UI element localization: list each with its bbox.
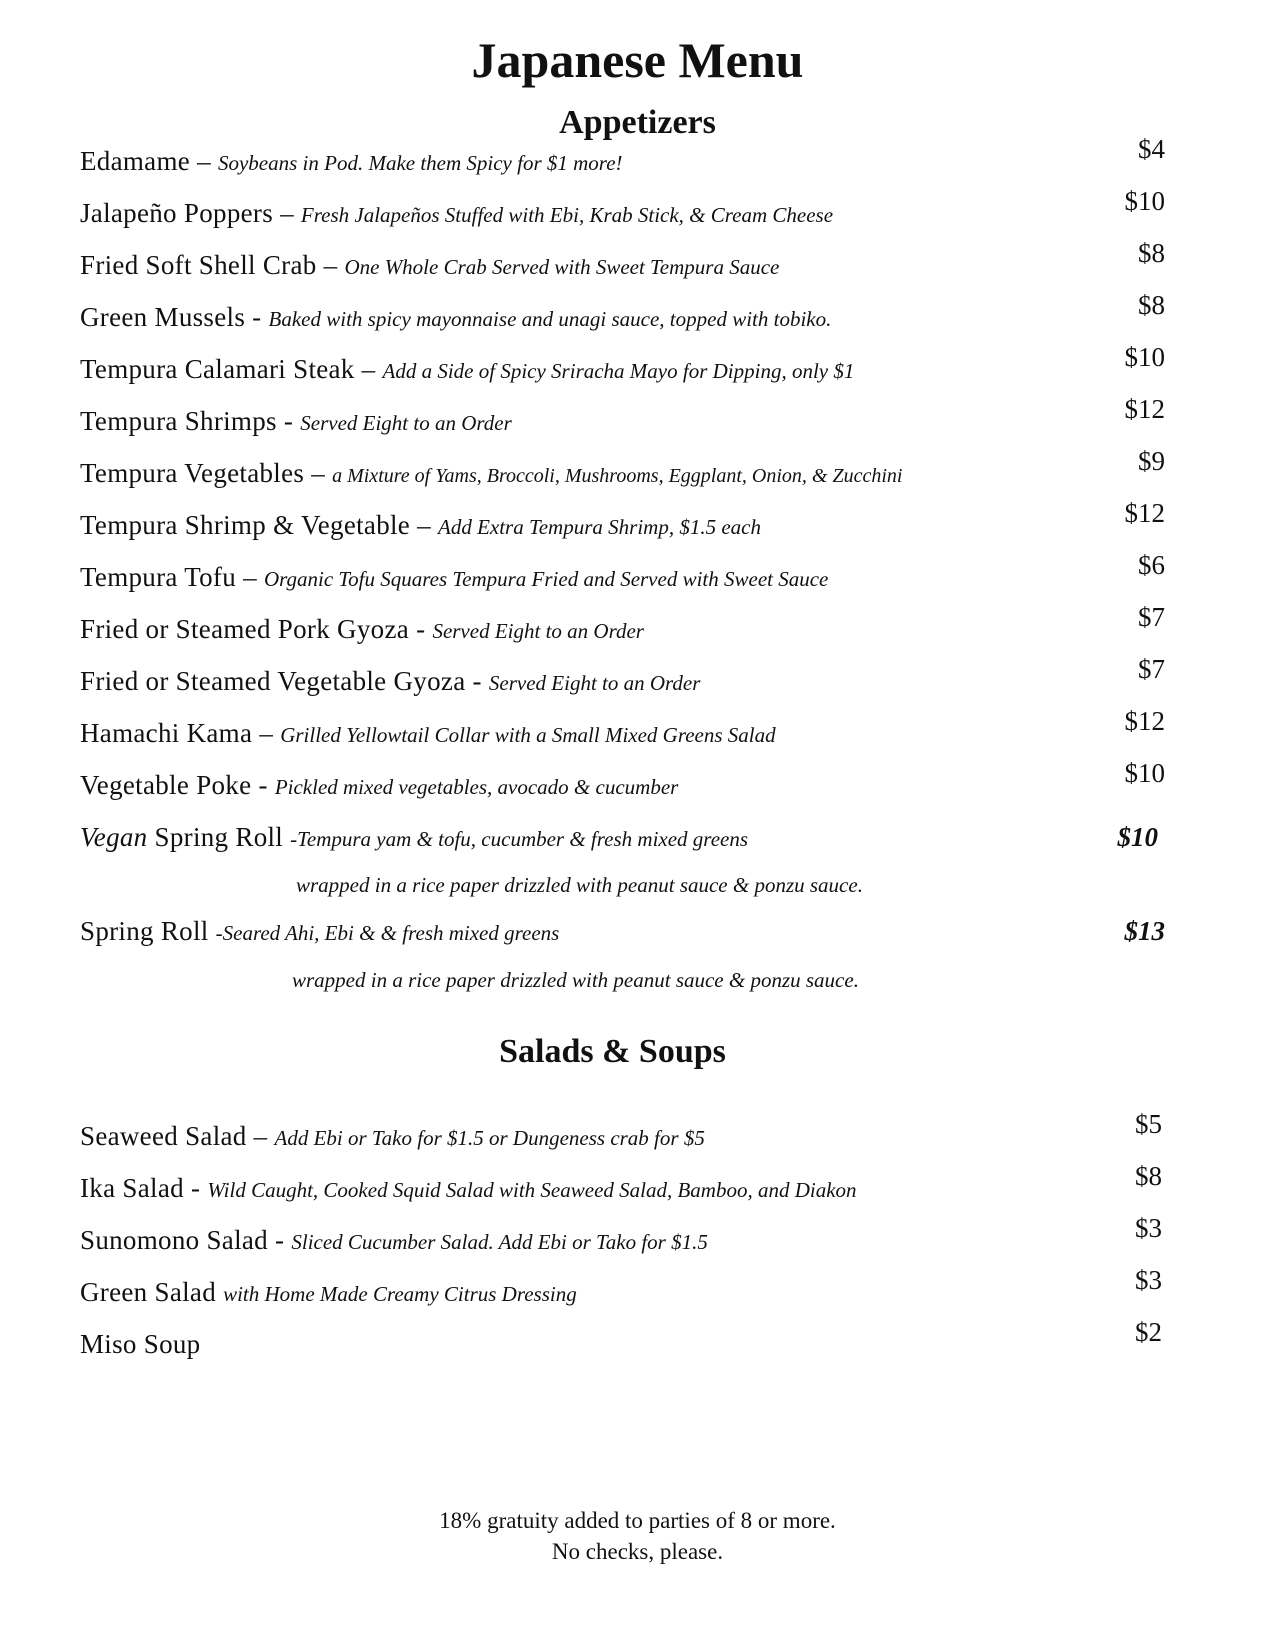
item-separator: - (276, 406, 301, 436)
item-name: Tempura Shrimp & Vegetable (80, 510, 411, 540)
item-name: Tempura Vegetables (80, 458, 305, 488)
menu-item-tempura-shrimp-vegetable (80, 498, 1180, 543)
item-description: Pickled mixed vegetables, avocado & cucumber (274, 775, 679, 799)
item-description: One Whole Crab Served with Sweet Tempura Sauce (344, 255, 780, 279)
menu-item-tempura-tofu (80, 550, 1180, 595)
item-separator: – (316, 250, 345, 280)
item-name: Ika Salad (80, 1173, 184, 1203)
menu-item-hamachi-kama (80, 706, 1180, 751)
menu-item-sunomono-salad (80, 1213, 1180, 1258)
item-price: $3 (1135, 1213, 1162, 1243)
item-name: Fried or Steamed Pork Gyoza (80, 614, 410, 644)
menu-item-tempura-shrimps (80, 394, 1180, 439)
item-price: $8 (1138, 238, 1165, 268)
item-separator: – (354, 354, 383, 384)
menu-item-tempura-vegetables (80, 446, 1180, 491)
footer-checks-note: No checks, please. (551, 1539, 724, 1564)
item-description: -Tempura yam & tofu, cucumber & fresh mixed greens (290, 827, 749, 851)
menu-item-green-salad (80, 1265, 1180, 1310)
page-title: Japanese Menu (471, 32, 804, 88)
menu-item-vegetable-gyoza (80, 654, 1180, 699)
menu-item-fried-soft-shell-crab (80, 238, 1180, 283)
menu-item-green-mussels (80, 290, 1180, 335)
item-name: Seaweed Salad (80, 1121, 247, 1151)
item-price: $10 (1117, 822, 1158, 852)
item-price: $10 (1124, 342, 1165, 372)
item-description: Wild Caught, Cooked Squid Salad with Seaweed Salad, Bamboo, and Diakon (207, 1178, 857, 1202)
item-description: Add a Side of Spicy Sriracha Mayo for Dipping, only $1 (382, 359, 855, 383)
menu-item-vegetable-poke (80, 758, 1180, 803)
menu-item-edamame (80, 134, 1180, 179)
item-separator: - (267, 1225, 292, 1255)
item-price: $7 (1138, 654, 1165, 684)
menu-item-pork-gyoza (80, 602, 1180, 647)
item-price: $12 (1124, 498, 1165, 528)
item-name: Fried or Steamed Vegetable Gyoza (80, 666, 466, 696)
item-description: Add Ebi or Tako for $1.5 or Dungeness crab for $5 (274, 1126, 705, 1150)
item-price: $8 (1138, 290, 1165, 320)
item-description: with Home Made Creamy Citrus Dressing (223, 1282, 577, 1306)
item-price: $10 (1124, 186, 1165, 216)
section-heading-appetizers: Appetizers (559, 104, 716, 141)
item-price: $7 (1138, 602, 1165, 632)
item-price: $5 (1135, 1109, 1162, 1139)
item-separator: – (410, 510, 438, 540)
item-description: -Seared Ahi, Ebi & & fresh mixed greens (215, 921, 560, 945)
item-separator: - (245, 302, 269, 332)
item-description: Served Eight to an Order (488, 671, 701, 695)
item-tag: Vegan (80, 822, 148, 852)
item-separator: - (251, 770, 275, 800)
item-name: Tempura Shrimps (80, 406, 277, 436)
item-separator (216, 1277, 223, 1307)
footer-gratuity-note: 18% gratuity added to parties of 8 or more. (439, 1508, 836, 1533)
item-price: $4 (1138, 134, 1165, 164)
item-separator: – (273, 198, 301, 228)
item-name: Tempura Calamari Steak (80, 354, 355, 384)
item-price: $2 (1135, 1317, 1162, 1347)
item-description-continued: wrapped in a rice paper drizzled with peanut sauce & ponzu sauce. (296, 873, 863, 897)
item-separator: – (236, 562, 264, 592)
item-separator: – (246, 1121, 275, 1151)
menu-item-jalapeno-poppers (80, 186, 1180, 231)
item-name: Jalapeño Poppers (80, 198, 274, 228)
item-name: Tempura Tofu (80, 562, 237, 592)
item-name: Spring Roll (147, 822, 291, 852)
item-description-continued: wrapped in a rice paper drizzled with peanut sauce & ponzu sauce. (292, 968, 859, 992)
item-name: Miso Soup (80, 1329, 201, 1359)
item-price: $10 (1124, 758, 1165, 788)
item-separator: - (183, 1173, 208, 1203)
item-description: a Mixture of Yams, Broccoli, Mushrooms, Eggplant, Onion, & Zucchini (332, 465, 903, 487)
item-description: Grilled Yellowtail Collar with a Small Mixed Greens Salad (280, 723, 776, 747)
item-description: Sliced Cucumber Salad. Add Ebi or Tako for $1.5 (291, 1230, 708, 1254)
item-price: $13 (1124, 916, 1165, 946)
menu-item-tempura-calamari-steak (80, 342, 1180, 387)
item-price: $3 (1135, 1265, 1162, 1295)
item-description: Soybeans in Pod. Make them Spicy for $1 more! (217, 151, 623, 175)
item-name: Green Mussels (80, 302, 246, 332)
item-name: Sunomono Salad (80, 1225, 268, 1255)
item-description: Fresh Jalapeños Stuffed with Ebi, Krab Stick, & Cream Cheese (300, 203, 834, 227)
item-price: $6 (1138, 550, 1165, 580)
item-separator: - (465, 666, 489, 696)
item-name: Edamame (80, 146, 191, 176)
item-price: $8 (1135, 1161, 1162, 1191)
item-separator: – (304, 458, 333, 488)
item-description: Served Eight to an Order (432, 619, 644, 643)
item-separator: - (409, 614, 433, 644)
section-heading-salads-soups: Salads & Soups (499, 1033, 726, 1070)
item-separator: – (252, 718, 281, 748)
item-name: Spring Roll (80, 916, 216, 946)
item-description: Served Eight to an Order (300, 411, 512, 435)
item-name: Green Salad (80, 1277, 216, 1307)
item-description: Baked with spicy mayonnaise and unagi sauce, topped with tobiko. (268, 307, 832, 331)
menu-item-seaweed-salad (80, 1109, 1180, 1154)
item-name: Vegetable Poke (80, 770, 252, 800)
menu-item-miso-soup (80, 1317, 1180, 1362)
menu-item-vegan-spring-roll (80, 819, 1180, 855)
item-name: Fried Soft Shell Crab (80, 250, 317, 280)
item-separator: – (190, 146, 218, 176)
item-name: Hamachi Kama (80, 718, 253, 748)
menu-item-ika-salad (80, 1161, 1180, 1206)
item-price: $12 (1124, 706, 1165, 736)
item-description: Organic Tofu Squares Tempura Fried and Served with Sweet Sauce (263, 567, 829, 591)
menu-item-spring-roll (80, 913, 1180, 949)
item-description: Add Extra Tempura Shrimp, $1.5 each (438, 515, 761, 539)
item-price: $12 (1124, 394, 1165, 424)
item-price: $9 (1138, 446, 1165, 476)
